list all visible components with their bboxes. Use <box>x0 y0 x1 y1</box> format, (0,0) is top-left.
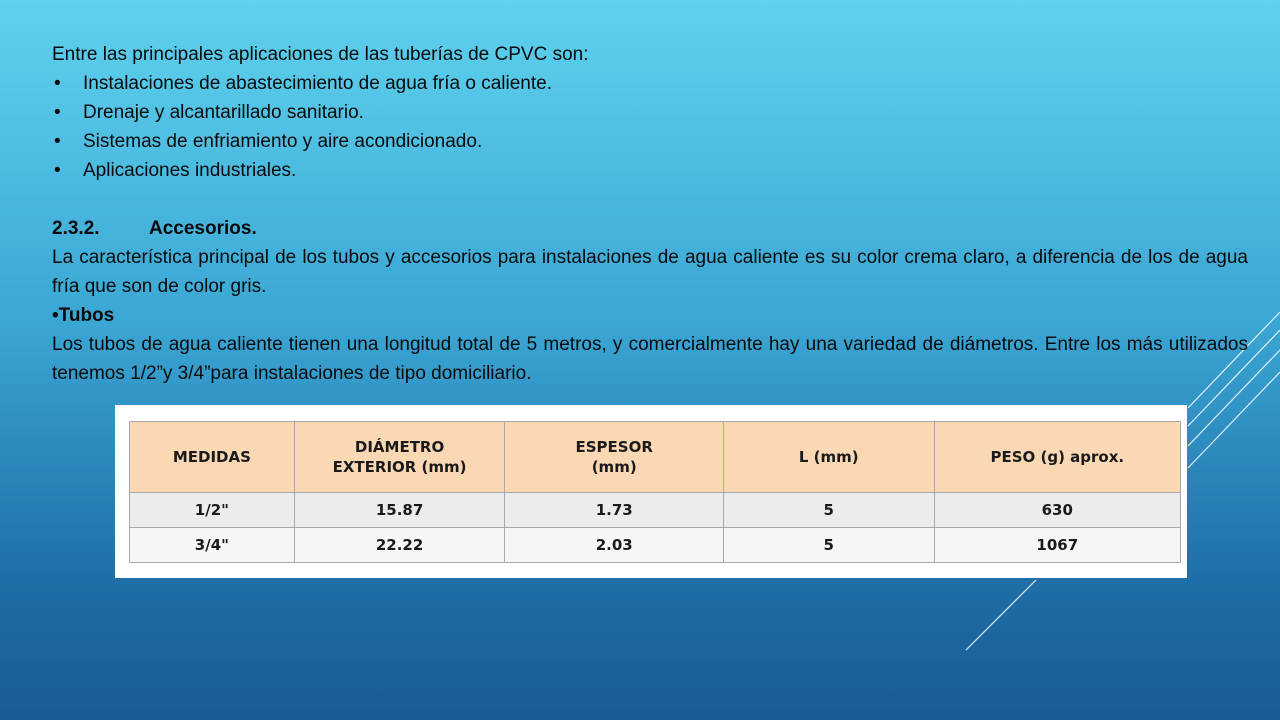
table-cell: 5 <box>724 493 935 528</box>
table-cell: 1.73 <box>505 493 724 528</box>
intro-text: Entre las principales aplicaciones de las tuberías de CPVC son: <box>52 44 589 65</box>
section-title: Accesorios. <box>149 218 257 239</box>
bullet-icon: • <box>54 160 61 181</box>
bullet-icon: • <box>54 102 61 123</box>
list-item: • Sistemas de enfriamiento y aire acondicionado. <box>52 127 1248 156</box>
tubos-subheading: •Tubos <box>52 305 115 326</box>
header-peso: PESO (g) aprox. <box>934 422 1180 493</box>
list-item: • Instalaciones de abastecimiento de agua fría o caliente. <box>52 69 1248 98</box>
table-cell: 22.22 <box>294 528 505 563</box>
bullet-icon: • <box>54 73 61 94</box>
list-item: • Aplicaciones industriales. <box>52 156 1248 185</box>
table-cell: 15.87 <box>294 493 505 528</box>
table-image <box>115 405 1187 578</box>
header-longitud: L (mm) <box>724 422 935 493</box>
table-cell: 630 <box>934 493 1180 528</box>
bullet-icon: • <box>54 131 61 152</box>
header-medidas: MEDIDAS <box>130 422 295 493</box>
spacer <box>52 185 1248 214</box>
accessories-paragraph: La característica principal de los tubos y accesorios para instalaciones de agua caliente es su color crema claro, a diferencia de los de agua fría que son de color gris. <box>52 247 1248 297</box>
header-diametro: DIÁMETRO EXTERIOR (mm) <box>294 422 505 493</box>
header-espesor: ESPESOR (mm) <box>505 422 724 493</box>
table-cell: 1/2" <box>130 493 295 528</box>
section-number: 2.3.2. <box>52 218 100 239</box>
table-cell: 2.03 <box>505 528 724 563</box>
table-cell: 5 <box>724 528 935 563</box>
pipe-dimensions-table <box>129 421 1181 563</box>
tubos-paragraph: Los tubos de agua caliente tienen una longitud total de 5 metros, y comercialmente hay una variedad de diámetros. Entre los más utilizados tenemos 1/2”y 3/4”para instalaciones de tipo domiciliario. <box>52 334 1248 384</box>
slide-body <box>52 40 1248 388</box>
list-item: • Drenaje y alcantarillado sanitario. <box>52 98 1248 127</box>
table-row <box>130 493 1181 528</box>
table-row <box>130 528 1181 563</box>
table-cell: 3/4" <box>130 528 295 563</box>
table-cell: 1067 <box>934 528 1180 563</box>
section-heading <box>52 214 1248 243</box>
table-header-row <box>130 422 1181 493</box>
applications-list <box>52 69 1248 185</box>
